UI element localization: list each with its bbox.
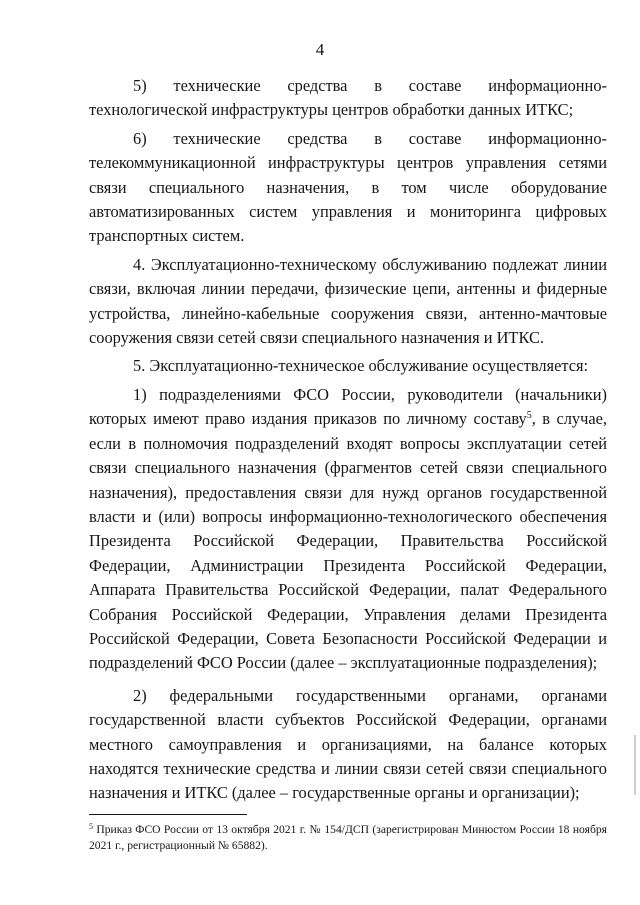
paragraph-section-4: [89, 253, 607, 351]
paragraph-text: 1) подразделениями ФСО России, руководители (начальники) которых имеют право издания приказов по личному составу: [89, 384, 607, 429]
paragraph-text: 5) технические средства в составе информационно-технологической инфраструктуры центров обработки данных ИТКС;: [89, 76, 607, 120]
paragraph-section-5: [89, 354, 607, 378]
footnote-divider: [89, 814, 247, 815]
paragraph-text: 4. Эксплуатационно-техническому обслуживанию подлежат линии связи, включая линии передачи, физические цепи, антенны и фидерные устройства, линейно-кабельные сооружения связи, антенно-мачтовые сооружения связи сетей связи специального назначения и ИТКС.: [89, 254, 607, 348]
footnote-text: Приказ ФСО России от 13 октября 2021 г. № 154/ДСП (зарегистрирован Минюстом России 18 ноября 2021 г., регистрационный № 65882).: [89, 823, 607, 852]
paragraph-subitem-2: [89, 684, 607, 806]
document-body: [89, 74, 607, 806]
paragraph-text-continued: , в случае, если в полномочия подразделений входят вопросы эксплуатации сетей связи специального назначения (фрагментов сетей связи специального назначения), предоставления связи для нужд органов государственной власти и (или) вопросы информационно-технологического обеспечения Президента Российской Федерации, Правительства Российской Федерации, Администрации Президента Российской Федерации, Аппарата Правительства Российской Федерации, палат Федерального Собрания Российской Федерации, Управления делами Президента Российской Федерации, Совета Безопасности Российской Федерации и подразделений ФСО России (далее – эксплуатационные подразделения);: [89, 409, 607, 673]
paragraph-text: 2) федеральными государственными органами, органами государственной власти субъектов Российской Федерации, органами местного самоуправления и организациями, на балансе которых находятся технические средства и линии связи сетей связи специального назначения и ИТКС (далее – государственные органы и организации);: [89, 685, 607, 803]
footnote: [89, 822, 607, 854]
paragraph-text: 5. Эксплуатационно-техническое обслуживание осуществляется:: [133, 356, 589, 376]
paragraph-text: 6) технические средства в составе информационно-телекоммуникационной инфраструктуры центров управления сетями связи специального назначения, в том числе оборудование автоматизированных систем управления и мониторинга цифровых транспортных систем.: [89, 128, 607, 246]
paragraph-item-5: [89, 74, 607, 123]
footnote-marker: 5: [89, 822, 93, 831]
paragraph-item-6: [89, 127, 607, 249]
scan-artifact: [634, 735, 636, 795]
page-number: 4: [315, 40, 325, 59]
footnote-reference[interactable]: 5: [526, 410, 532, 422]
paragraph-subitem-1: [89, 383, 607, 676]
